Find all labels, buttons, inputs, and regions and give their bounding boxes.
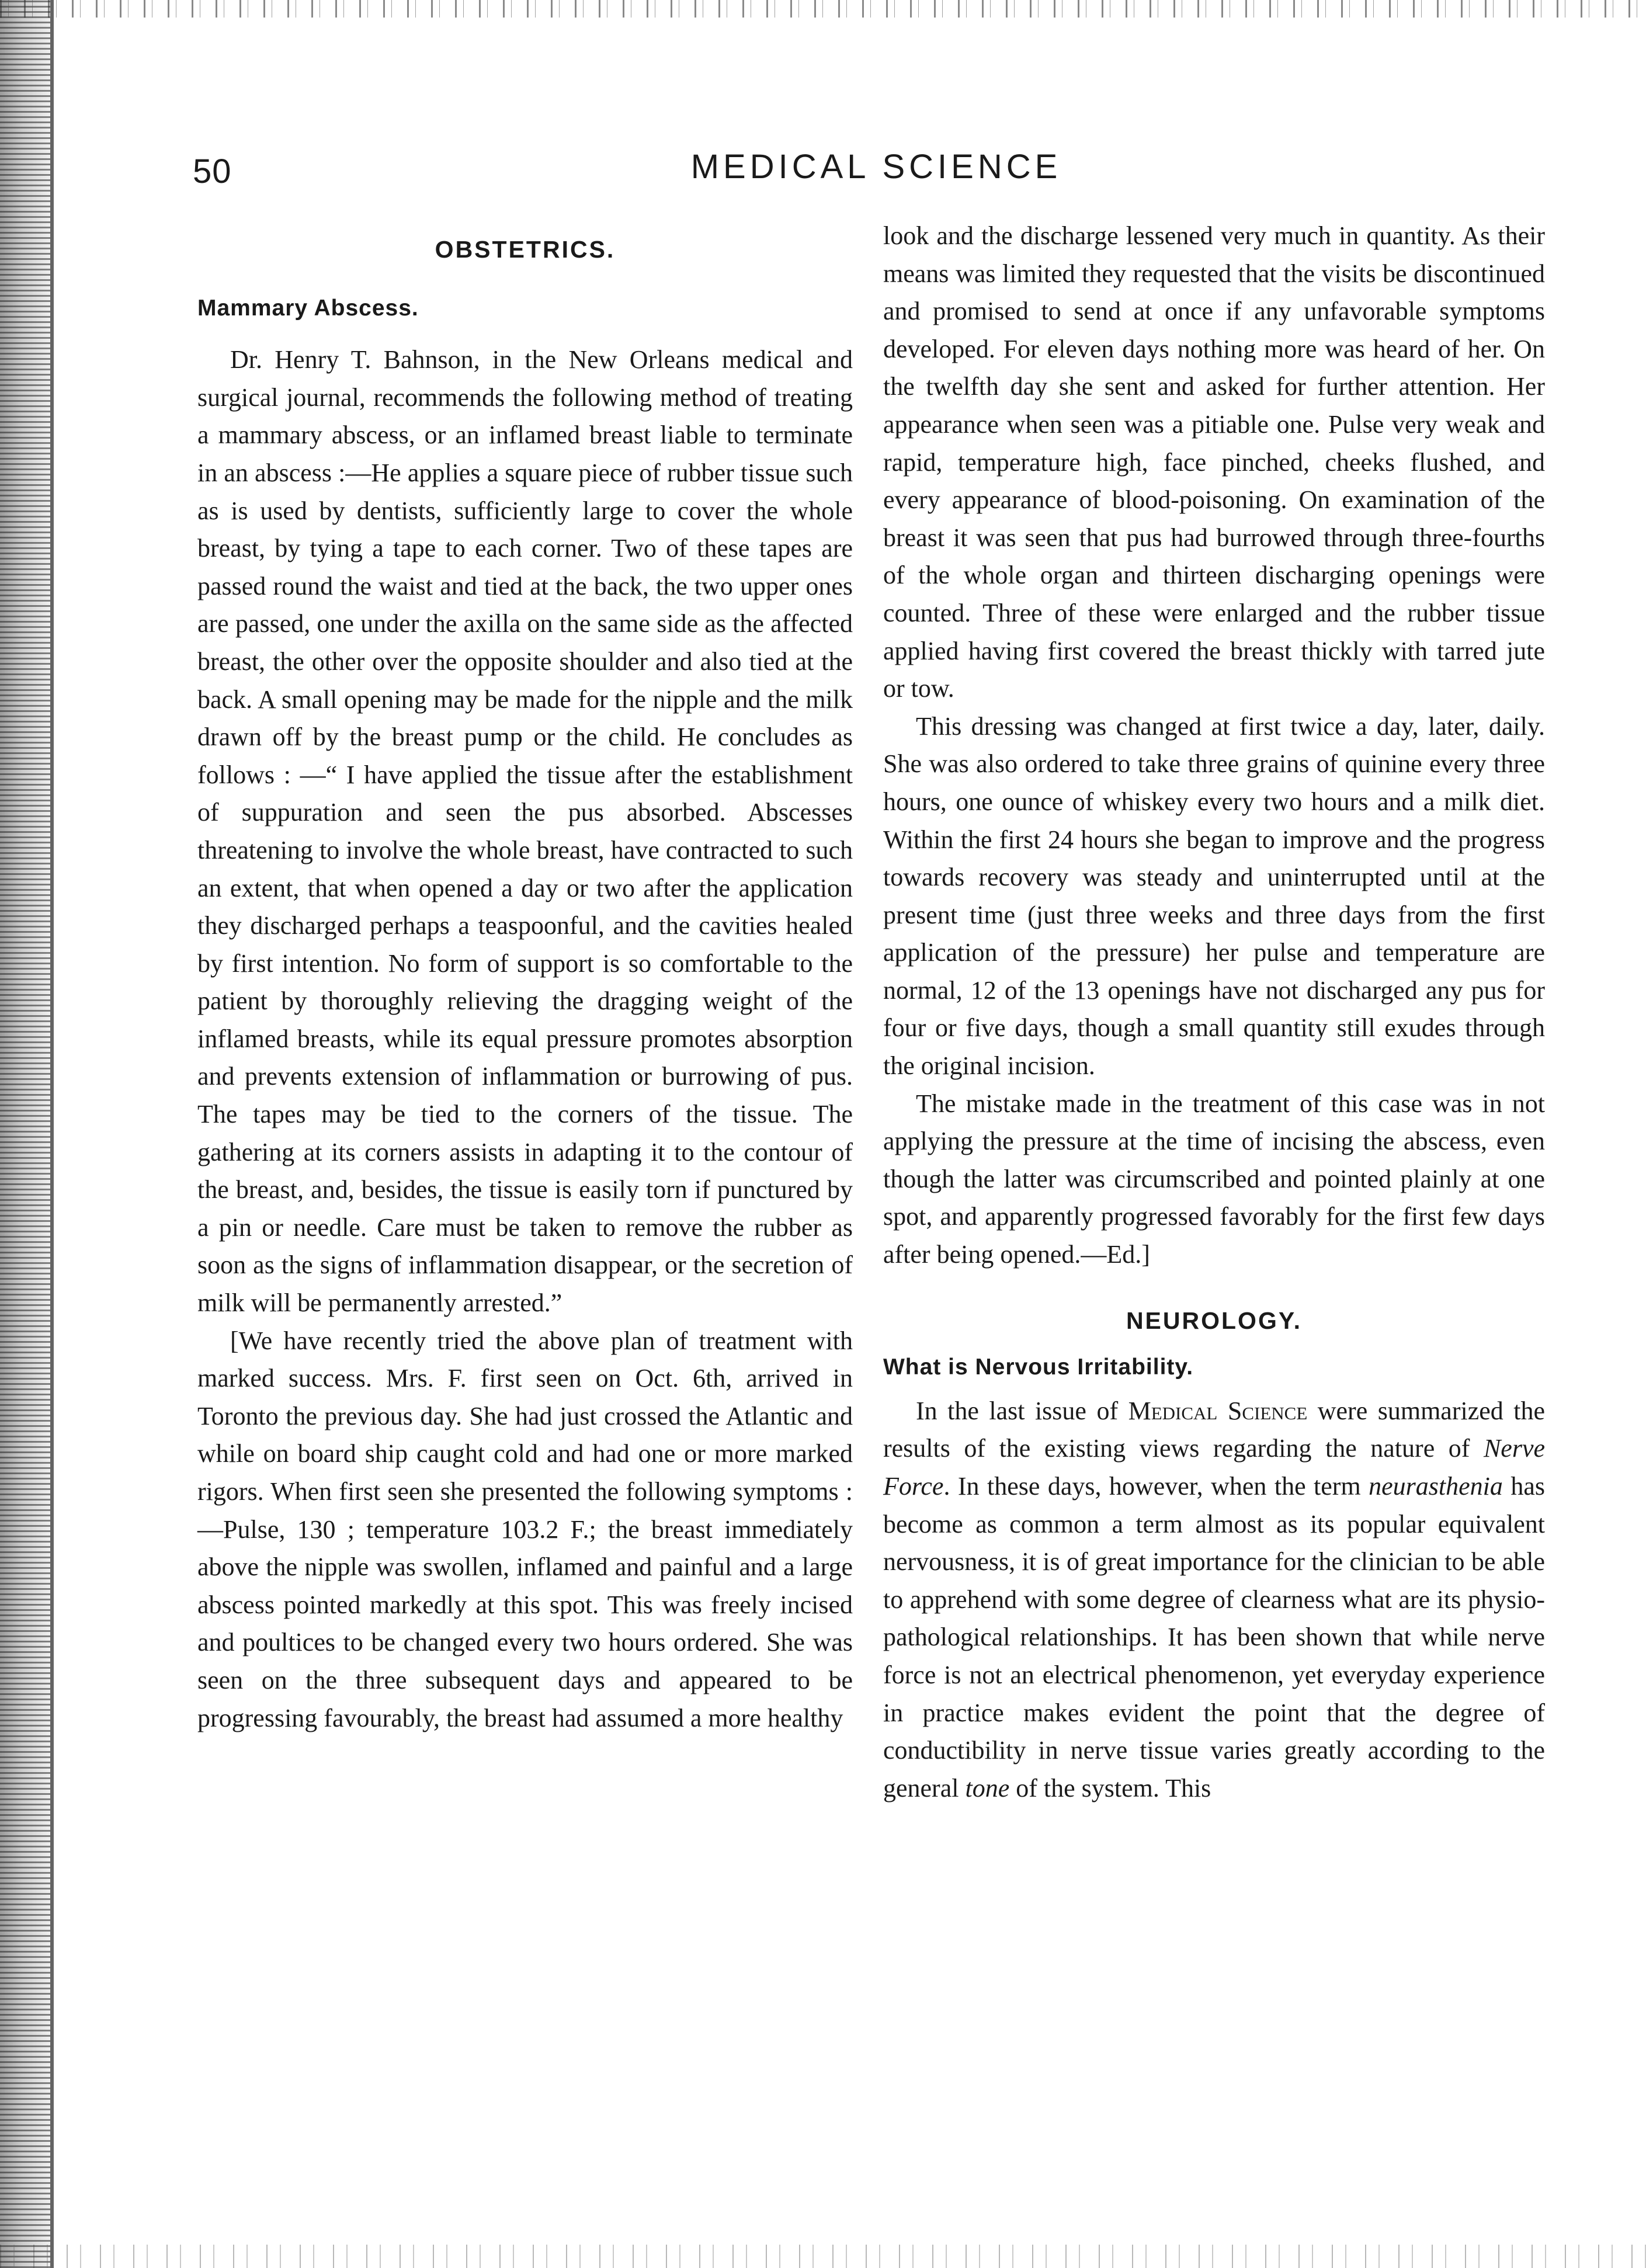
paragraph: Dr. Henry T. Bahnson, in the New Orleans medical and surgical journal, recommends the following method of treating a mammary abscess, or an inflamed breast liable to terminate in an abscess :—He applies a square piece of rubber tissue such as is used by dentists, sufficiently large to cover the whole breast, by tying a tape to each corner. Two of these tapes are passed round the waist and tied at the back, the two upper ones are passed, one under the axilla on the same side as the affected breast, the other over the opposite shoulder and also tied at the back. A small opening may be made for the nipple and the milk drawn off by the breast pump or the child. He concludes as follows : —“ I have applied the tissue after the establishment of suppuration and seen the pus absorbed. Abscesses threatening to involve the whole breast, have contracted to such an extent, that when opened a day or two after the application they discharged perhaps a teaspoonful, and the cavities healed by first intention. No form of support is so comfortable to the patient by thoroughly relieving the dragging weight of the inflamed breasts, while its equal pressure promotes absorption and prevents extension of inflammation or burrowing of pus. The tapes may be tied to the corners of the tissue. The gathering at its corners assists in adapting it to the contour of the breast, and, besides, the tissue is easily torn if punctured by a pin or needle. Care must be taken to remove the rubber as soon as the signs of inflammation disappear, or the secretion of milk will be permanently arrested.”: [197, 345, 853, 1318]
italic-term-tone: tone: [965, 1773, 1010, 1802]
section-title-neurology: NEUROLOGY.: [1126, 1307, 1303, 1334]
page-number: 50: [193, 152, 232, 190]
journal-title: MEDICAL SCIENCE: [690, 148, 1062, 186]
italic-term-nerve-force: Nerve Force: [883, 1434, 1545, 1501]
text-run: . In these days, however, when the term: [943, 1472, 1369, 1501]
article-title-nervous-irritability: What is Nervous Irritability.: [883, 1354, 1194, 1380]
scan-noise-top: [0, 0, 1646, 18]
paragraph: look and the discharge lessened very much in quantity. As their means was limited they requested that the visits be discontinued and promised to send at once if any unfavorable symptoms developed. For eleven days nothing more was heard of her. On the twelfth day she sent and asked for further attention. Her appearance when seen was a pitiable one. Pulse very weak and rapid, temperature high, face pinched, cheeks flushed, and every appearance of blood-poisoning. On examination of the breast it was seen that pus had burrowed through three-fourths of the whole organ and thirteen discharging openings were counted. Three of these were enlarged and the rubber tissue applied having first covered the breast thickly with tarred jute or tow.: [883, 221, 1545, 703]
paragraph-neurology: [883, 1392, 1545, 1808]
scan-binding-edge: [50, 0, 54, 2268]
scan-binding-shadow: [0, 0, 50, 2268]
text-run: were summarized the results of the existing views regarding the nature of: [883, 1396, 1545, 1463]
text-run: In the last issue of: [916, 1396, 1128, 1425]
scan-noise-bottom: [0, 2245, 1646, 2268]
journal-reference: Medical Science: [1128, 1396, 1308, 1425]
running-header: [193, 147, 1560, 200]
italic-term-neurasthenia: neurasthenia: [1369, 1472, 1503, 1501]
right-column: [883, 217, 1545, 1807]
text-run: has become as common a term almost as its popular equivalent nervousness, it is of great importance for the clinician to be able to apprehend with some degree of clearness what are its physio-pathological relationships. It has been shown that while nerve force is not an electrical phenomenon, yet everyday experience in practice makes evident the point that the degree of conductibility in nerve tissue varies greatly according to the general: [883, 1472, 1546, 1802]
article-title-mammary-abscess: Mammary Abscess.: [197, 295, 419, 321]
left-column: [197, 225, 853, 1737]
paragraph: The mistake made in the treatment of this case was in not applying the pressure at the time of incising the abscess, even though the latter was circumscribed and pointed plainly at one spot, and apparently progressed favorably for the first few days after being opened.—Ed.]: [883, 1089, 1545, 1269]
section-title-obstetrics: OBSTETRICS.: [435, 236, 616, 263]
text-run: of the system. This: [1009, 1773, 1211, 1802]
paragraph: [We have recently tried the above plan of treatment with marked success. Mrs. F. first seen on Oct. 6th, arrived in Toronto the previous day. She had just crossed the Atlantic and while on board ship caught cold and had one or more marked rigors. When first seen she presented the following symptoms :—Pulse, 130 ; temperature 103.2 F.; the breast immediately above the nipple was swollen, inflamed and painful and a large abscess pointed markedly at this spot. This was freely incised and poultices to be changed every two hours ordered. She was seen on the three subsequent days and appeared to be progressing favourably, the breast had assumed a more healthy: [197, 1326, 853, 1732]
paragraph: This dressing was changed at first twice a day, later, daily. She was also ordered to take three grains of quinine every three hours, one ounce of whiskey every two hours and a milk diet. Within the first 24 hours she began to improve and the progress towards recovery was steady and uninterrupted until at the present time (just three weeks and three days from the first application of the pressure) her pulse and temperature are normal, 12 of the 13 openings have not discharged any pus for four or five days, though a small quantity still exudes through the original incision.: [883, 711, 1545, 1081]
